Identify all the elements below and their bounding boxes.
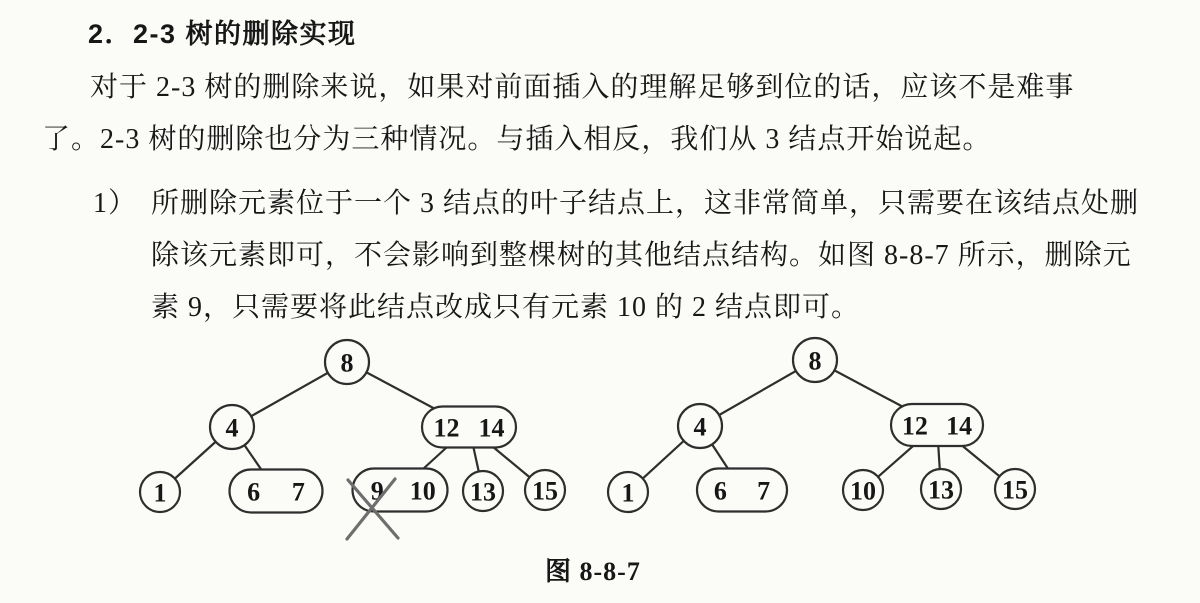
list-item-line-3: 素 9，只需要将此结点改成只有元素 10 的 2 结点即可。 — [151, 292, 861, 323]
tree-node-8 — [793, 338, 837, 382]
tree-node-8 — [325, 340, 369, 384]
tree-node-value: 14 — [478, 413, 505, 443]
tree-node-value: 10 — [409, 476, 436, 506]
paragraph-line-1: 对于 2-3 树的删除来说，如果对前面插入的理解足够到位的话，应该不是难事 — [90, 72, 1075, 103]
tree-node-1 — [140, 472, 180, 512]
tree-node-value: 1 — [153, 478, 167, 508]
tree-node-value: 7 — [757, 476, 771, 506]
tree-node-value: 8 — [340, 348, 354, 378]
tree-node-value: 8 — [808, 346, 822, 376]
tree-node-value: 10 — [850, 476, 876, 506]
tree-node-value: 6 — [713, 476, 727, 506]
tree-node-13 — [463, 471, 503, 511]
tree-node-value: 15 — [532, 476, 558, 506]
tree-node-value: 6 — [247, 477, 261, 507]
tree-node-4 — [210, 405, 254, 449]
tree-node-value: 13 — [928, 475, 954, 505]
tree-node-15 — [525, 470, 565, 510]
tree-node-value: 7 — [291, 477, 305, 507]
tree-node-4 — [678, 404, 722, 448]
figure-caption: 图 8-8-7 — [545, 557, 641, 586]
tree-after-deletion — [608, 338, 1035, 512]
tree-node-1 — [608, 472, 648, 512]
tree-node-15 — [995, 469, 1035, 509]
tree-node-value: 4 — [693, 412, 707, 442]
tree-node-value: 1 — [621, 478, 635, 508]
tree-node-6-7 — [230, 470, 323, 513]
tree-node-value: 9 — [370, 476, 384, 506]
tree-node-12-14 — [422, 407, 516, 448]
paragraph-line-2: 了。2-3 树的删除也分为三种情况。与插入相反，我们从 3 结点开始说起。 — [42, 124, 992, 155]
tree-node-value: 4 — [225, 413, 239, 443]
figure-8-8-7-diagram — [0, 330, 1200, 545]
tree-before-deletion — [140, 340, 565, 539]
tree-node-value: 14 — [946, 411, 973, 441]
section-heading: 2．2-3 树的删除实现 — [88, 19, 357, 49]
tree-node-value: 13 — [470, 477, 496, 507]
tree-node-value: 12 — [433, 413, 460, 443]
tree-node-value: 15 — [1002, 475, 1028, 505]
tree-node-13 — [921, 469, 961, 509]
tree-node-6-7 — [697, 469, 787, 512]
list-item-marker: 1） — [93, 188, 138, 219]
tree-node-value: 12 — [901, 411, 928, 441]
tree-node-9-10 — [347, 469, 448, 540]
list-item-line-1: 所删除元素位于一个 3 结点的叶子结点上，这非常简单，只需要在该结点处删 — [151, 188, 1140, 219]
list-item-line-2: 除该元素即可，不会影响到整棵树的其他结点结构。如图 8-8-7 所示，删除元 — [151, 240, 1132, 271]
tree-node-12-14 — [891, 404, 983, 446]
tree-node-10 — [843, 470, 883, 510]
